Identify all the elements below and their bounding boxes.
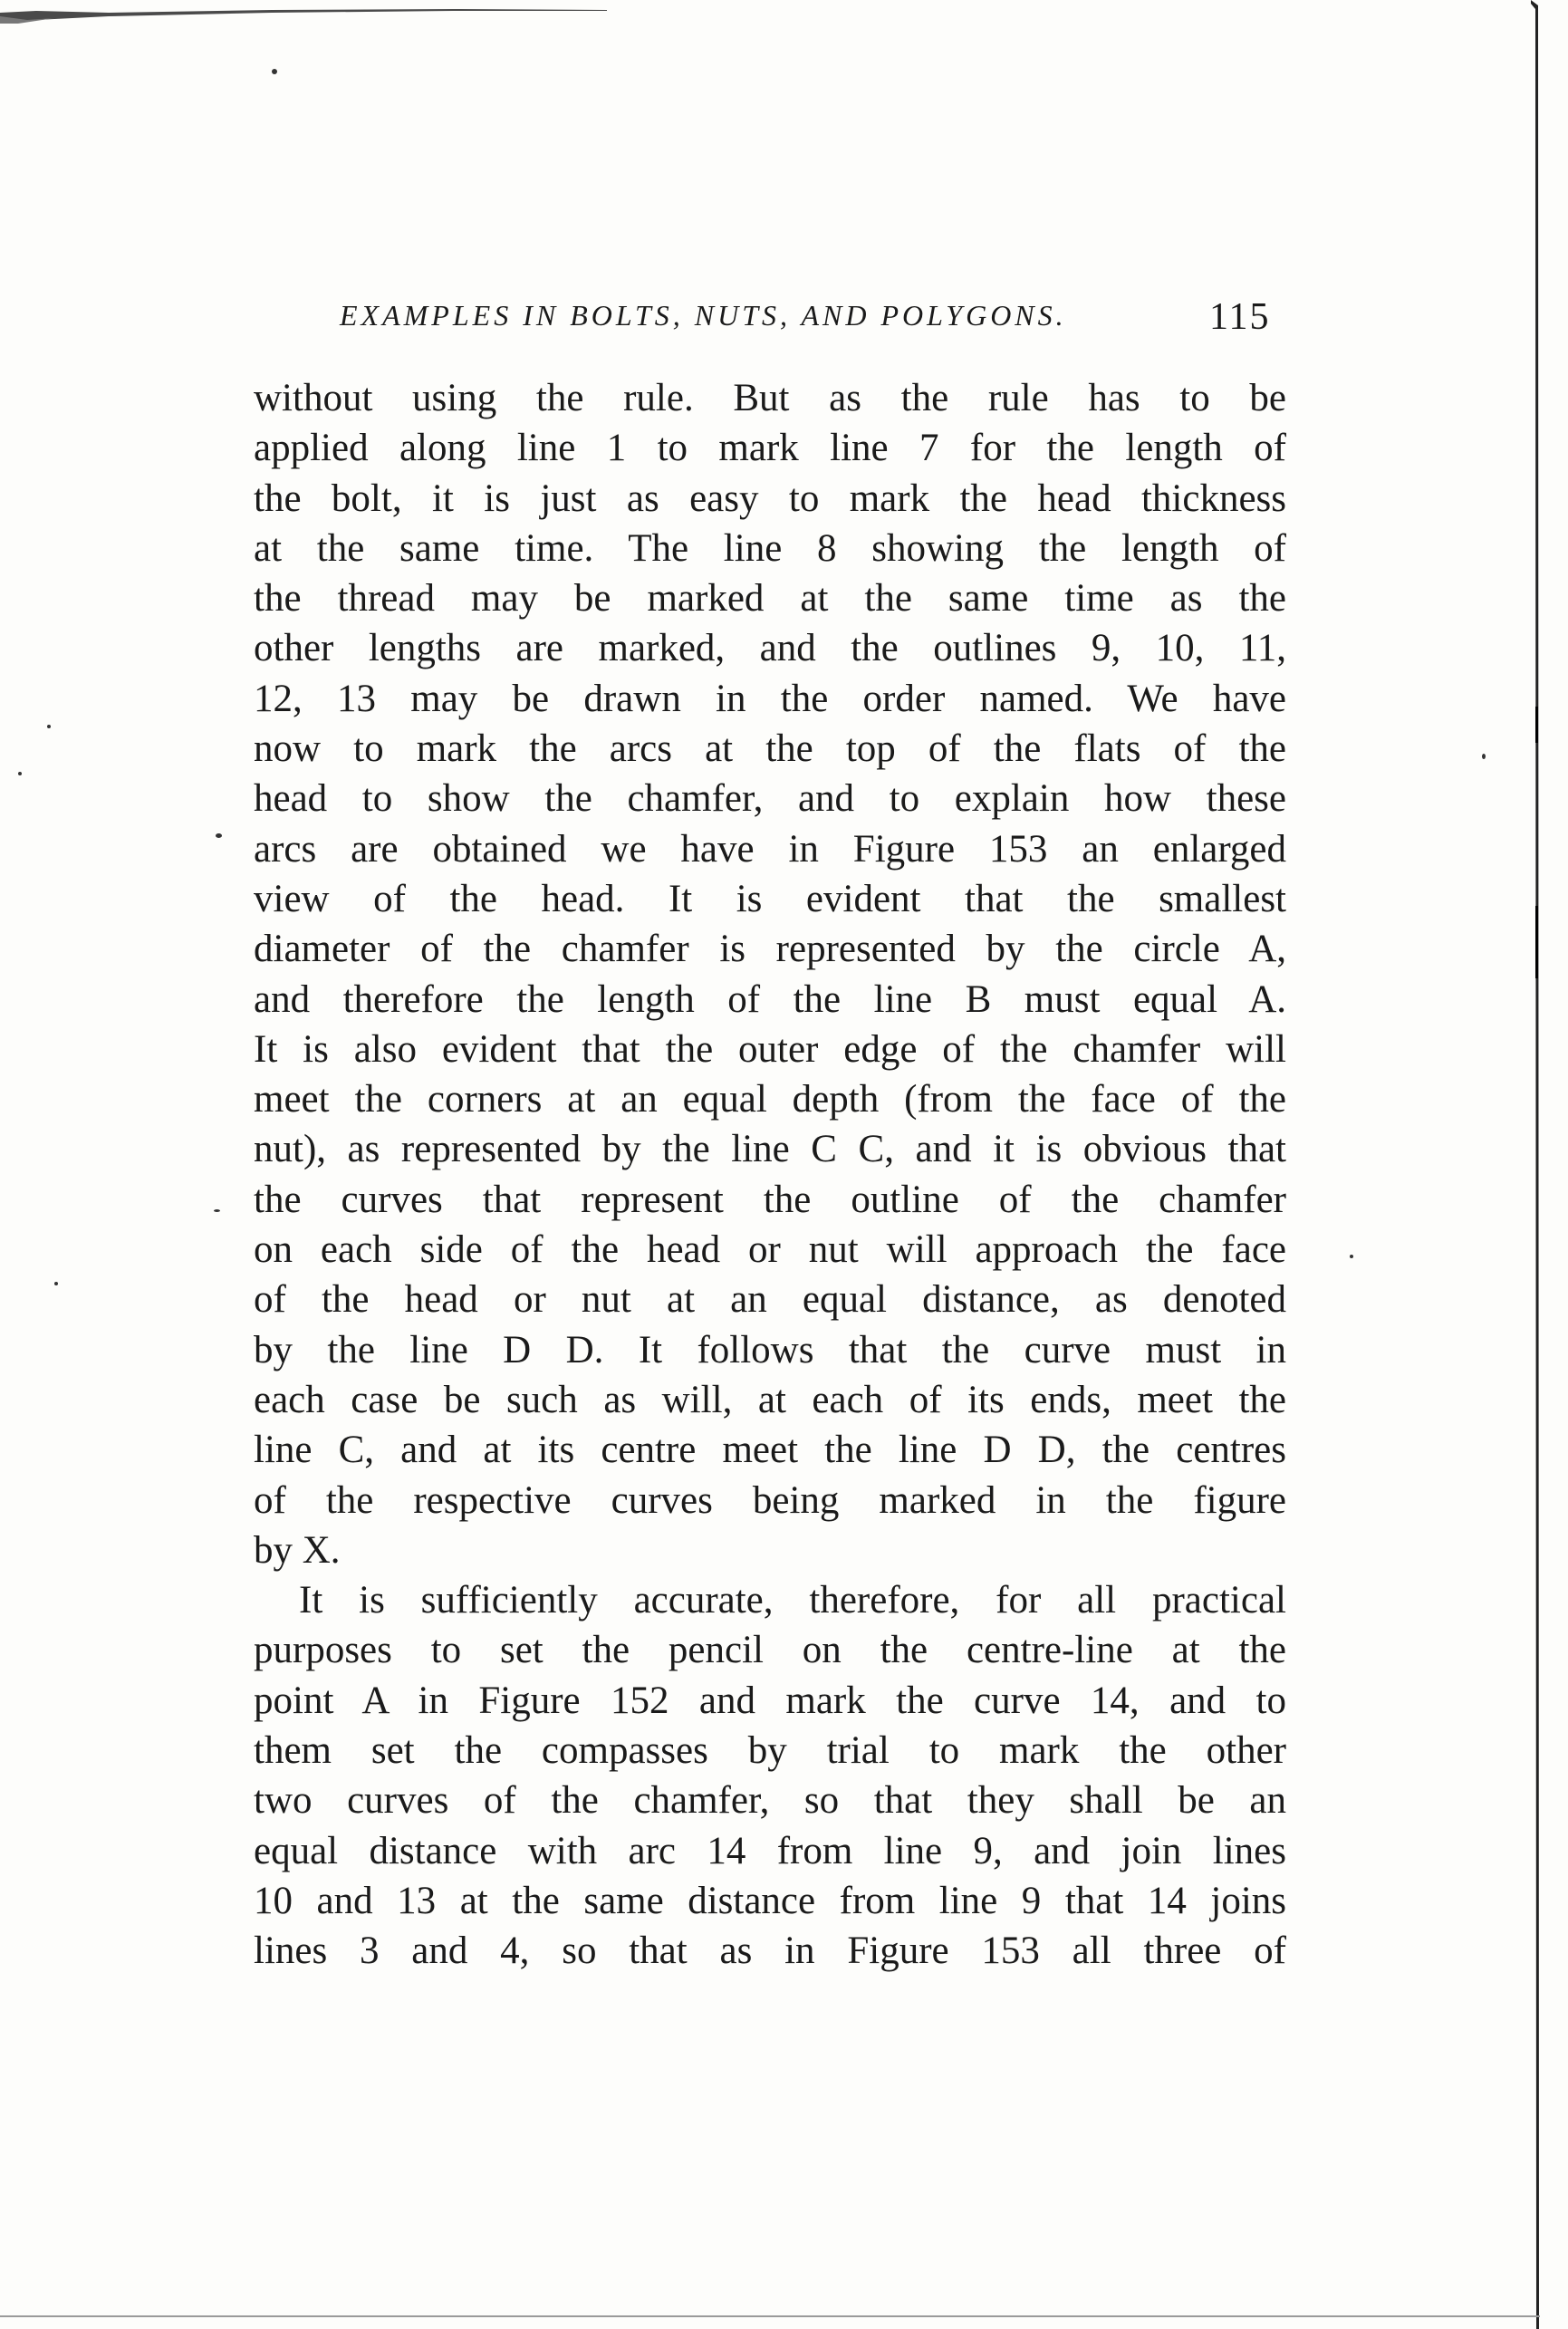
- text-line: two curves of the chamfer, so that they shall be an: [254, 1779, 1286, 1823]
- text-line: without using the rule. But as the rule has to be: [254, 377, 1286, 419]
- text-line: nut), as represented by the line C C, and it is obvious that: [254, 1128, 1286, 1171]
- text-line: them set the compasses by trial to mark the other: [254, 1729, 1286, 1773]
- text-line: meet the corners at an equal depth (from the face of the: [254, 1078, 1286, 1121]
- text-line: at the same time. The line 8 showing the length of: [254, 526, 1286, 570]
- text-line: on each side of the head or nut will approach the face: [254, 1228, 1286, 1272]
- text-line: each case be such as will, at each of its ends, meet the: [254, 1378, 1286, 1421]
- scan-speck: [54, 1282, 58, 1285]
- scan-speck: [216, 833, 222, 838]
- scan-page-edge: [1531, 0, 1542, 2329]
- scan-bottom-edge: [0, 2315, 1540, 2317]
- text-line: applied along line 1 to mark line 7 for the length of: [254, 427, 1286, 470]
- text-line: by the line D D. It follows that the curve must in: [254, 1328, 1286, 1371]
- scan-speck: [47, 725, 51, 728]
- text-line: view of the head. It is evident that the smallest: [254, 877, 1286, 920]
- page-number: 115: [1209, 296, 1271, 338]
- scan-edge-mark: [0, 7, 607, 24]
- text-line: the thread may be marked at the same time as the: [254, 577, 1286, 621]
- text-line: It is also evident that the outer edge of the chamfer will: [254, 1027, 1286, 1071]
- scan-speck: [214, 1209, 220, 1212]
- text-line: other lengths are marked, and the outlines 9, 10, 11,: [254, 627, 1286, 670]
- text-line: 12, 13 may be drawn in the order named. We have: [254, 677, 1286, 720]
- body-text: [254, 373, 1286, 1977]
- running-title: EXAMPLES IN BOLTS, NUTS, AND POLYGONS.: [340, 299, 1067, 332]
- text-line: the curves that represent the outline of the chamfer: [254, 1178, 1286, 1221]
- scan-speck: [272, 69, 277, 74]
- text-line: line C, and at its centre meet the line D D, the centres: [254, 1429, 1286, 1472]
- text-line: diameter of the chamfer is represented by the circle A,: [254, 928, 1286, 971]
- scan-speck: [1482, 754, 1486, 759]
- scan-speck: [1350, 1255, 1353, 1258]
- text-line: head to show the chamfer, and to explain how these: [254, 777, 1286, 821]
- running-head: [340, 292, 1300, 346]
- text-line: by X.: [254, 1528, 341, 1572]
- text-line: point A in Figure 152 and mark the curve 14, and to: [254, 1679, 1286, 1722]
- text-line: lines 3 and 4, so that as in Figure 153 all three of: [254, 1930, 1286, 1973]
- text-line: 10 and 13 at the same distance from line 9 that 14 joins: [254, 1879, 1286, 1922]
- text-line: purposes to set the pencil on the centre-line at the: [254, 1629, 1286, 1672]
- text-line: and therefore the length of the line B must equal A.: [254, 977, 1286, 1021]
- text-line: It is sufficiently accurate, therefore, for all practical: [299, 1579, 1286, 1622]
- text-line: of the head or nut at an equal distance, as denoted: [254, 1278, 1286, 1322]
- text-line: of the respective curves being marked in the figure: [254, 1478, 1286, 1522]
- text-line: the bolt, it is just as easy to mark the head thickness: [254, 476, 1286, 520]
- scan-speck: [18, 772, 22, 775]
- text-line: arcs are obtained we have in Figure 153 an enlarged: [254, 827, 1286, 871]
- text-line: now to mark the arcs at the top of the flats of the: [254, 727, 1286, 771]
- text-line: equal distance with arc 14 from line 9, and join lines: [254, 1829, 1286, 1872]
